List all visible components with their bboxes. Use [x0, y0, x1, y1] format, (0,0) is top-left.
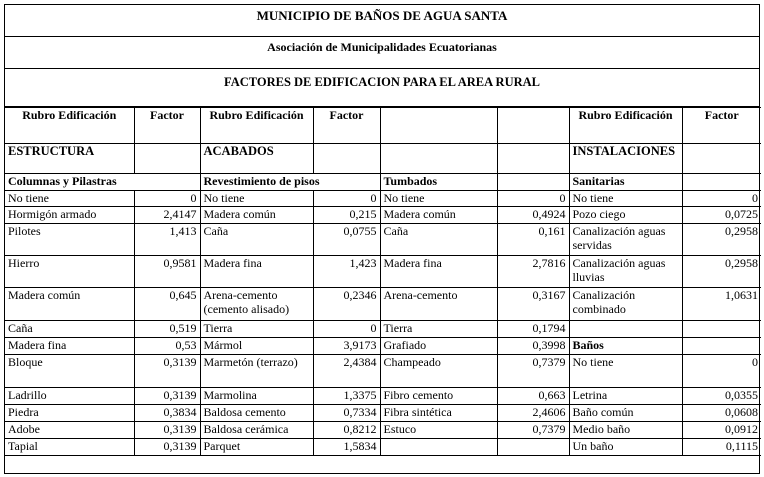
factor-cell: 0,2958	[682, 255, 761, 287]
factor-cell: 0,3139	[134, 387, 200, 404]
factors-document	[4, 4, 760, 474]
section-instalaciones: INSTALACIONES	[569, 144, 682, 174]
factor-cell: 0	[313, 191, 380, 207]
factor-cell: 0,3167	[497, 287, 569, 320]
rubro-cell: Canalización aguas lluvias	[569, 255, 682, 287]
factor-cell: 0	[682, 191, 761, 207]
factor-cell	[682, 320, 761, 337]
rubro-cell: Madera común	[380, 206, 497, 223]
header-rubro-1: Rubro Edificación	[5, 108, 134, 144]
factor-cell: 0,645	[134, 287, 200, 320]
factor-cell	[682, 337, 761, 354]
rubro-cell: Estuco	[380, 421, 497, 438]
rubro-cell: Baldosa cerámica	[200, 421, 313, 438]
factor-cell: 3,9173	[313, 337, 380, 354]
factor-cell: 0,519	[134, 320, 200, 337]
factor-cell: 0	[134, 191, 200, 207]
rubro-cell: Baño común	[569, 404, 682, 421]
table-row	[5, 438, 761, 455]
factor-cell: 1,413	[134, 223, 200, 255]
header-factor-3: Factor	[682, 108, 761, 144]
factor-cell: 1,0631	[682, 287, 761, 320]
factor-cell: 0,2958	[682, 223, 761, 255]
rubro-cell: Hierro	[5, 255, 134, 287]
factor-cell: 0	[313, 320, 380, 337]
rubro-cell: Madera común	[5, 287, 134, 320]
factor-cell: 0,2346	[313, 287, 380, 320]
rubro-cell: Adobe	[5, 421, 134, 438]
rubro-cell: Tapial	[5, 438, 134, 455]
association-subtitle: Asociación de Municipalidades Ecuatorianas	[5, 37, 759, 69]
factor-cell: 0,215	[313, 206, 380, 223]
group-columnas: Columnas y Pilastras	[5, 174, 200, 191]
factor-cell: 0	[682, 354, 761, 387]
table-row	[5, 421, 761, 438]
rubro-cell: Mármol	[200, 337, 313, 354]
factor-cell: 0,3139	[134, 438, 200, 455]
rubro-cell: Grafiado	[380, 337, 497, 354]
factor-cell: 0,3834	[134, 404, 200, 421]
rubro-cell: Letrina	[569, 387, 682, 404]
rubro-cell: Pozo ciego	[569, 206, 682, 223]
rubro-cell: Caña	[200, 223, 313, 255]
rubro-cell: Champeado	[380, 354, 497, 387]
rubro-cell	[380, 438, 497, 455]
rubro-cell: Un baño	[569, 438, 682, 455]
group-row	[5, 174, 761, 191]
factor-cell: 0,0755	[313, 223, 380, 255]
factor-cell: 0,53	[134, 337, 200, 354]
factor-cell: 0,0355	[682, 387, 761, 404]
factors-table	[5, 107, 761, 456]
header-rubro-3: Rubro Edificación	[569, 108, 682, 144]
group-tumbados: Tumbados	[380, 174, 497, 191]
rubro-cell: Fibra sintética	[380, 404, 497, 421]
rubro-cell	[569, 320, 682, 337]
rubro-cell: Canalización aguas servidas	[569, 223, 682, 255]
rubro-cell: Piedra	[5, 404, 134, 421]
factor-cell: 1,423	[313, 255, 380, 287]
factor-cell: 0	[497, 191, 569, 207]
rubro-cell: Caña	[5, 320, 134, 337]
factor-cell: 0,3139	[134, 421, 200, 438]
factor-cell: 0,1794	[497, 320, 569, 337]
rubro-cell: Madera fina	[5, 337, 134, 354]
table-row	[5, 287, 761, 320]
factor-cell: 0,0725	[682, 206, 761, 223]
table-row	[5, 354, 761, 387]
rubro-cell: Arena-cemento	[380, 287, 497, 320]
table-row	[5, 223, 761, 255]
rubro-cell: Canalización combinado	[569, 287, 682, 320]
table-row	[5, 387, 761, 404]
factor-cell: 0,3998	[497, 337, 569, 354]
factor-cell: 2,4147	[134, 206, 200, 223]
factor-cell: 0,0912	[682, 421, 761, 438]
rubro-cell: Arena-cemento (cemento alisado)	[200, 287, 313, 320]
group-sanitarias: Sanitarias	[569, 174, 682, 191]
rubro-cell: Marmetón (terrazo)	[200, 354, 313, 387]
factor-cell: 2,4384	[313, 354, 380, 387]
table-title: FACTORES DE EDIFICACION PARA EL AREA RURAL	[5, 69, 759, 107]
factor-cell: 2,7816	[497, 255, 569, 287]
group-revestimiento: Revestimiento de pisos	[200, 174, 380, 191]
section-acabados: ACABADOS	[200, 144, 313, 174]
factor-cell: 0,7334	[313, 404, 380, 421]
rubro-cell: Tierra	[200, 320, 313, 337]
rubro-cell: Ladrillo	[5, 387, 134, 404]
table-row	[5, 191, 761, 207]
rubro-cell: No tiene	[569, 191, 682, 207]
rubro-cell: No tiene	[569, 354, 682, 387]
table-row	[5, 255, 761, 287]
rubro-cell: Madera fina	[380, 255, 497, 287]
rubro-cell: Madera común	[200, 206, 313, 223]
rubro-cell: Marmolina	[200, 387, 313, 404]
table-row	[5, 404, 761, 421]
factor-cell: 2,4606	[497, 404, 569, 421]
rubro-cell: No tiene	[200, 191, 313, 207]
header-factor-2: Factor	[313, 108, 380, 144]
factor-cell: 0,161	[497, 223, 569, 255]
factor-cell: 0,0608	[682, 404, 761, 421]
factor-cell: 0,1115	[682, 438, 761, 455]
municipality-title: MUNICIPIO DE BAÑOS DE AGUA SANTA	[5, 5, 759, 37]
rubro-cell: Madera fina	[200, 255, 313, 287]
rubro-cell: Hormigón armado	[5, 206, 134, 223]
factor-cell: 0,3139	[134, 354, 200, 387]
rubro-cell: Tierra	[380, 320, 497, 337]
factor-cell	[497, 438, 569, 455]
rubro-cell: Fibro cemento	[380, 387, 497, 404]
factor-cell: 0,7379	[497, 421, 569, 438]
rubro-cell: Medio baño	[569, 421, 682, 438]
rubro-cell: No tiene	[380, 191, 497, 207]
factor-cell: 0,9581	[134, 255, 200, 287]
header-rubro-2: Rubro Edificación	[200, 108, 313, 144]
rubro-cell: Parquet	[200, 438, 313, 455]
factor-cell: 0,663	[497, 387, 569, 404]
group-banos: Baños	[569, 337, 682, 354]
column-header-row	[5, 108, 761, 144]
rubro-cell: Pilotes	[5, 223, 134, 255]
factor-cell: 0,8212	[313, 421, 380, 438]
factor-cell: 0,7379	[497, 354, 569, 387]
rubro-cell: No tiene	[5, 191, 134, 207]
section-row	[5, 144, 761, 174]
table-row	[5, 206, 761, 223]
factor-cell: 0,4924	[497, 206, 569, 223]
section-estructura: ESTRUCTURA	[5, 144, 134, 174]
rubro-cell: Caña	[380, 223, 497, 255]
table-row	[5, 337, 761, 354]
rubro-cell: Bloque	[5, 354, 134, 387]
header-factor-1: Factor	[134, 108, 200, 144]
factor-cell: 1,3375	[313, 387, 380, 404]
factor-cell: 1,5834	[313, 438, 380, 455]
rubro-cell: Baldosa cemento	[200, 404, 313, 421]
table-row	[5, 320, 761, 337]
